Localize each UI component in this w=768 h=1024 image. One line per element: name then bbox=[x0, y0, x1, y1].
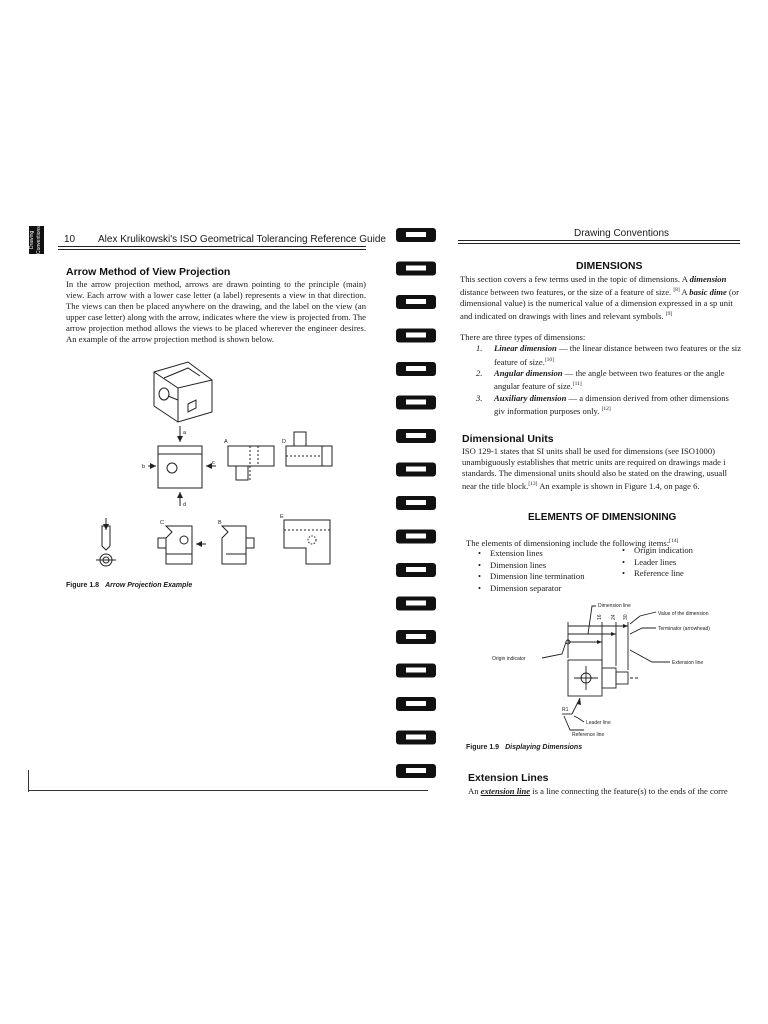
type-ref: [10] bbox=[544, 356, 554, 363]
spiral-coil-highlight bbox=[406, 534, 426, 539]
list-item: • Dimension lines bbox=[478, 560, 618, 572]
page-number: 10 bbox=[64, 234, 76, 245]
intro-text-1: This section covers a few terms used in the topic of dimensions. A bbox=[460, 274, 690, 284]
header-rule-left bbox=[58, 246, 366, 247]
type-num: 2. bbox=[476, 367, 483, 378]
section-title-extension-lines: Extension Lines bbox=[468, 772, 549, 784]
running-title-left: Alex Krulikowski's ISO Geometrical Tolerancing Reference Guide bbox=[98, 234, 386, 245]
list-item: • Leader lines bbox=[622, 557, 742, 569]
spiral-coil-highlight bbox=[406, 735, 426, 740]
type-num: 3. bbox=[476, 392, 483, 403]
spiral-binding bbox=[394, 222, 442, 792]
page-bottom-edge-left bbox=[28, 790, 428, 791]
spiral-coil-highlight bbox=[406, 768, 426, 773]
type-term: Angular dimension bbox=[494, 367, 563, 378]
spiral-coil-highlight bbox=[406, 366, 426, 371]
list-item: • Reference line bbox=[622, 568, 742, 580]
spiral-coil-highlight bbox=[406, 333, 426, 338]
ext-text-2: is a line connecting the feature(s) to the ends of the corre bbox=[530, 786, 728, 796]
spiral-coil-highlight bbox=[406, 567, 426, 572]
header-rule-left-thin bbox=[58, 249, 366, 250]
header-rule-right-thin bbox=[458, 243, 740, 244]
section-title-dimensions: DIMENSIONS bbox=[576, 260, 643, 272]
elements-list-col2 bbox=[622, 545, 742, 580]
arrow-label-a: a bbox=[183, 430, 187, 436]
extension-lines-paragraph bbox=[468, 786, 748, 797]
spiral-coil-highlight bbox=[406, 232, 426, 237]
list-item: • Origin indication bbox=[622, 545, 742, 557]
list-item: • Dimension separator bbox=[478, 583, 618, 595]
arrow-projection-figure bbox=[60, 350, 370, 590]
ext-term: extension line bbox=[480, 786, 531, 796]
dimensions-intro bbox=[460, 274, 742, 322]
list-item: • Dimension line termination bbox=[478, 571, 618, 583]
elements-ref-14: [14] bbox=[669, 538, 679, 544]
ext-text-1: An bbox=[468, 786, 481, 796]
type-term: Auxiliary dimension bbox=[494, 392, 567, 403]
figure-1-9-caption bbox=[466, 744, 582, 751]
spiral-coil-highlight bbox=[406, 299, 426, 304]
spiral-coil-highlight bbox=[406, 701, 426, 706]
dim-value-16: 16 bbox=[597, 614, 603, 620]
section-title-elements: ELEMENTS OF DIMENSIONING bbox=[528, 512, 677, 523]
intro-text-3: A bbox=[679, 286, 690, 297]
section-title-arrow-method: Arrow Method of View Projection bbox=[66, 266, 231, 278]
type-text: — a dimension derived from other dimensions giv information purposes only. bbox=[494, 392, 729, 417]
type-ref: [12] bbox=[601, 406, 611, 413]
view-label-A: A bbox=[224, 439, 228, 445]
intro-ref-8: [8] bbox=[673, 287, 680, 293]
figure-1-8-title: Arrow Projection Example bbox=[105, 582, 193, 589]
units-paragraph bbox=[462, 446, 742, 492]
label-origin: Origin indicator bbox=[492, 656, 526, 662]
spiral-coil-highlight bbox=[406, 400, 426, 405]
elements-list-col1 bbox=[478, 548, 618, 594]
units-ref-13: [13] bbox=[528, 481, 538, 487]
units-text-2: An example is shown in Figure 1.4, on page 6. bbox=[537, 480, 700, 491]
spiral-coil-highlight bbox=[406, 467, 426, 472]
figure-1-8-caption bbox=[66, 582, 192, 589]
header-rule-right bbox=[458, 240, 740, 241]
arrow-label-b: b bbox=[142, 464, 146, 470]
spiral-coil-highlight bbox=[406, 634, 426, 639]
spiral-coil-highlight bbox=[406, 500, 426, 505]
page-corner-left bbox=[28, 770, 29, 792]
section-title-units: Dimensional Units bbox=[462, 433, 554, 445]
arrow-label-d: d bbox=[183, 502, 187, 508]
type-text: — the linear distance between two features or the siz feature of size. bbox=[494, 343, 742, 367]
intro-text-4: (or dimensional value) is the numerical value of a dimension expressed in a sp unit and indicated on drawings with lines and relevant symbols. bbox=[460, 286, 739, 321]
label-r1: R1 bbox=[562, 707, 569, 713]
spiral-coil-highlight bbox=[406, 433, 426, 438]
figure-1-9-title: Displaying Dimensions bbox=[505, 744, 583, 751]
label-dimension-line: Dimension line bbox=[598, 603, 631, 609]
dim-value-24: 24 bbox=[611, 614, 617, 620]
types-intro: There are three types of dimensions: bbox=[460, 332, 586, 342]
dimension-type-angular bbox=[476, 368, 742, 393]
list-item: • Extension lines bbox=[478, 548, 618, 560]
label-leader: Leader line bbox=[586, 720, 611, 726]
elements-intro-text: The elements of dimensioning include the following items: bbox=[466, 537, 670, 548]
displaying-dimensions-figure bbox=[480, 598, 748, 740]
intro-term-dimension: dimension bbox=[689, 274, 727, 284]
view-label-B: B bbox=[218, 520, 222, 526]
dimension-types-list bbox=[476, 343, 742, 418]
spiral-coil-highlight bbox=[406, 668, 426, 673]
view-label-E: E bbox=[280, 514, 284, 520]
spiral-coil-highlight bbox=[406, 601, 426, 606]
view-label-D: D bbox=[282, 439, 286, 445]
type-num: 1. bbox=[476, 343, 483, 353]
figure-1-9-number: Figure 1.9 bbox=[466, 744, 500, 751]
dimension-type-auxiliary bbox=[476, 393, 742, 418]
label-terminator: Terminator (arrowhead) bbox=[658, 626, 710, 632]
dimension-type-linear bbox=[476, 343, 742, 368]
figure-1-8-number: Figure 1.8 bbox=[66, 582, 100, 589]
type-ref: [11] bbox=[572, 381, 582, 388]
arrow-label-c: c bbox=[212, 460, 215, 466]
label-value: Value of the dimension bbox=[658, 611, 709, 617]
intro-ref-9: [9] bbox=[665, 310, 673, 317]
units-text-1: ISO 129-1 states that SI units shall be used for dimensions (see ISO1000) unambiguously establishes that metric units are required on drawings made i standards. The dimensional units should also be stated on the drawing, usuall near the title block. bbox=[462, 446, 728, 491]
view-label-C: C bbox=[160, 520, 164, 526]
dim-value-30: 30 bbox=[623, 614, 629, 620]
spiral-coil-highlight bbox=[406, 266, 426, 271]
side-tab: Drawing Conventions bbox=[29, 226, 42, 254]
intro-term-basic: basic dime bbox=[689, 286, 727, 297]
label-reference: Reference line bbox=[572, 732, 605, 738]
arrow-method-paragraph: In the arrow projection method, arrows are drawn pointing to the principle (main) view. Each arrow with a lower case letter (a label) represents a view in that direction. The views can then be placed anywhere on the drawing, and the label on the view (an upper case letter) along with the arrow, indicates where the view is projected from. The arrow projection method allows the views to be placed wherever the engineer desires. An example of the arrow projection method is shown below. bbox=[66, 279, 366, 344]
intro-text-2: distance between two features, or the size of a feature of size. bbox=[460, 286, 674, 297]
running-title-right: Drawing Conventions bbox=[574, 228, 670, 239]
label-extension: Extension line bbox=[672, 660, 704, 666]
type-term: Linear dimension bbox=[494, 343, 557, 353]
type-text: — the angle between two features or the angle angular feature of size. bbox=[494, 367, 725, 392]
